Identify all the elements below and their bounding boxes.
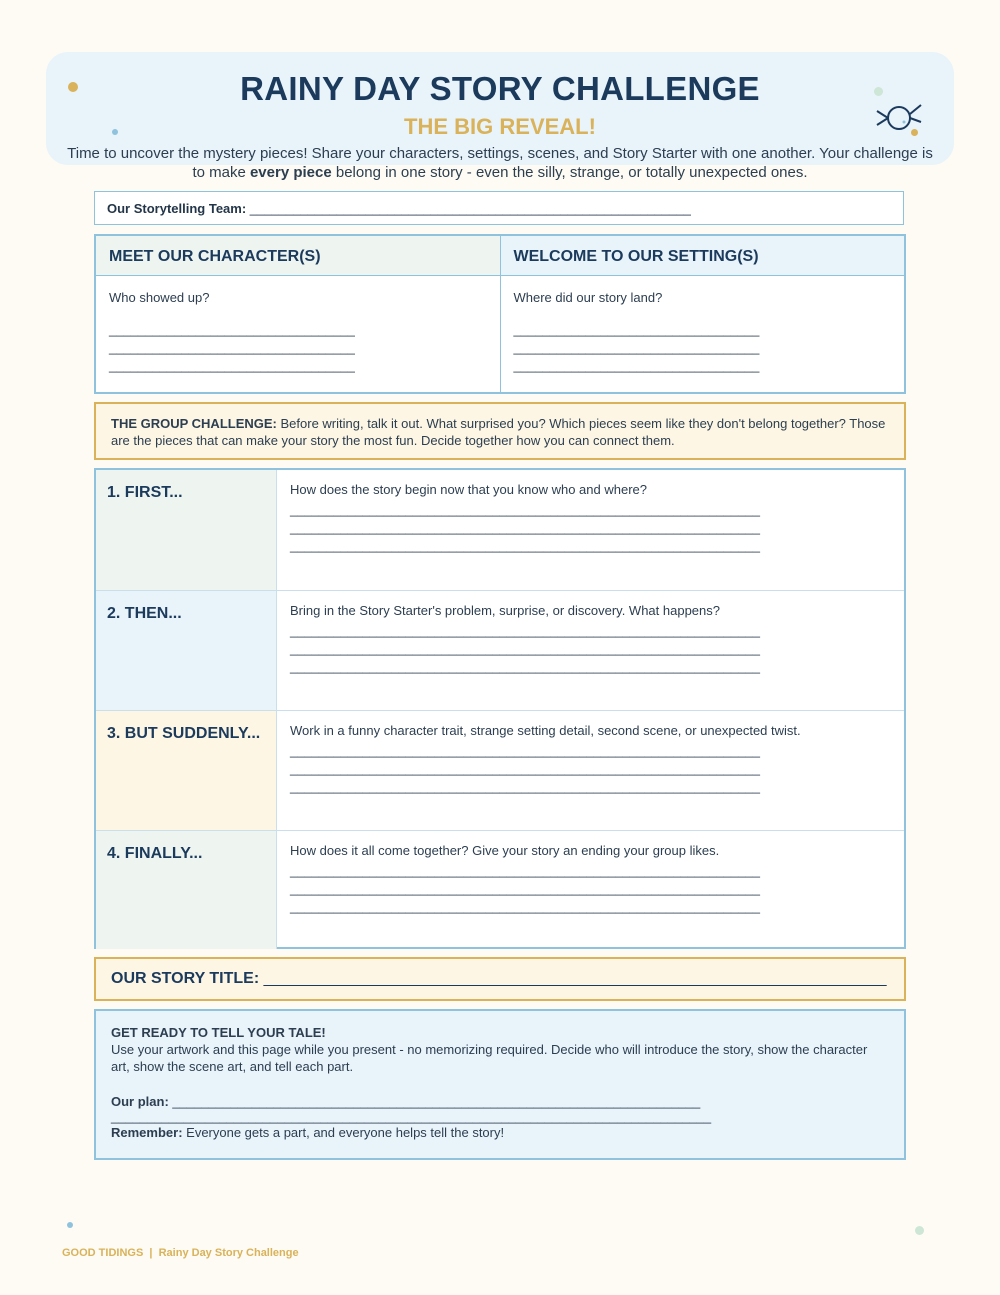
writing-line: _________________________________________________________________ xyxy=(290,881,760,896)
writing-line: _________________________________________________________________ xyxy=(290,899,760,914)
footer-title: Rainy Day Story Challenge xyxy=(158,1247,299,1259)
footer xyxy=(62,1247,299,1259)
writing-line: _________________________________________________________________ xyxy=(290,520,760,535)
writing-line: _________________________________________________________________ xyxy=(290,659,760,674)
plan-rule-2[interactable]: ___________________________________________________________________________________ xyxy=(111,1109,712,1124)
story-step-row xyxy=(96,830,904,949)
remember-note: Remember: Everyone gets a part, and everyone helps tell the story! xyxy=(111,1125,505,1140)
writing-line: __________________________________ xyxy=(513,340,760,355)
step-body[interactable] xyxy=(277,470,904,590)
plan-label: Our plan: xyxy=(111,1094,169,1109)
step-lines xyxy=(290,497,904,555)
step-prompt: How does the story begin now that you know who and where? xyxy=(290,482,647,497)
characters-settings-table xyxy=(94,234,906,394)
presentation-box xyxy=(94,1009,906,1160)
characters-lines[interactable] xyxy=(96,305,500,375)
writing-line: _________________________________________________________________ xyxy=(290,863,760,878)
plan-field[interactable] xyxy=(111,1093,889,1110)
team-rule: _____________________________________________________________ xyxy=(249,201,691,216)
characters-column xyxy=(96,236,500,392)
step-body[interactable] xyxy=(277,591,904,710)
writing-line: _________________________________________________________________ xyxy=(290,779,760,794)
writing-line: __________________________________ xyxy=(513,358,760,373)
writing-line: _________________________________________________________________ xyxy=(290,502,760,517)
step-lines xyxy=(290,738,904,796)
step-label: 4. FINALLY... xyxy=(96,831,277,949)
footer-brand: GOOD TIDINGS xyxy=(62,1247,144,1259)
story-step-row xyxy=(96,590,904,710)
step-prompt: Bring in the Story Starter's problem, surprise, or discovery. What happens? xyxy=(290,603,720,618)
settings-heading: WELCOME TO OUR SETTING(S) xyxy=(501,236,905,276)
step-label: 2. THEN... xyxy=(96,591,277,710)
step-lines xyxy=(290,618,904,676)
group-challenge-box xyxy=(94,402,906,460)
settings-lines[interactable] xyxy=(501,305,905,375)
step-body[interactable] xyxy=(277,711,904,830)
writing-line: __________________________________ xyxy=(109,358,355,373)
writing-line: __________________________________ xyxy=(513,322,760,337)
story-step-row xyxy=(96,470,904,590)
step-body[interactable] xyxy=(277,831,904,949)
challenge-label: THE GROUP CHALLENGE: xyxy=(111,416,277,431)
page-title: RAINY DAY STORY CHALLENGE xyxy=(240,70,760,107)
step-prompt: How does it all come together? Give your story an ending your group likes. xyxy=(290,843,720,858)
step-lines xyxy=(290,858,904,916)
intro-text: Time to uncover the mystery pieces! Share your characters, settings, scenes, and Story Starter with one another. Your challenge is to make every piece belong in one story - even the silly, strange, or totally unexpected ones. xyxy=(67,145,933,181)
step-label: 3. BUT SUDDENLY... xyxy=(96,711,277,830)
ready-heading: GET READY TO TELL YOUR TALE! xyxy=(111,1025,326,1040)
challenge-text: Before writing, talk it out. What surprised you? Which pieces seem like they don't belong together? Those are the pieces that can make your story the most fun. Decide together how you can connect them. xyxy=(111,416,886,448)
writing-line: __________________________________ xyxy=(109,340,355,355)
story-title-field[interactable] xyxy=(94,957,906,1001)
writing-line: _________________________________________________________________ xyxy=(290,623,760,638)
story-title-label: OUR STORY TITLE: xyxy=(111,970,260,987)
story-steps-table xyxy=(94,468,906,949)
story-step-row xyxy=(96,710,904,830)
team-label: Our Storytelling Team: xyxy=(107,201,247,216)
footer-separator: | xyxy=(149,1247,153,1259)
settings-column xyxy=(500,236,905,392)
step-label: 1. FIRST... xyxy=(96,470,277,590)
decorative-dot xyxy=(67,1222,73,1228)
plan-rule: _________________________________________________________________________ xyxy=(172,1094,701,1109)
writing-line: _________________________________________________________________ xyxy=(290,743,760,758)
writing-line: _________________________________________________________________ xyxy=(290,538,760,553)
characters-heading: MEET OUR CHARACTER(S) xyxy=(96,236,500,276)
page-subtitle: THE BIG REVEAL! xyxy=(404,114,596,139)
ready-text: Use your artwork and this page while you present - no memorizing required. Decide who will introduce the story, show the character art, show the scene art, and tell each part. xyxy=(111,1042,868,1074)
writing-line: _________________________________________________________________ xyxy=(290,761,760,776)
decorative-dot xyxy=(915,1226,924,1235)
writing-line: _________________________________________________________________ xyxy=(290,641,760,656)
writing-line: __________________________________ xyxy=(109,322,355,337)
team-field[interactable] xyxy=(94,191,904,225)
settings-prompt: Where did our story land? xyxy=(513,290,663,305)
story-title-rule: ______________________________________________________________________ xyxy=(263,970,887,987)
characters-prompt: Who showed up? xyxy=(109,290,210,305)
step-prompt: Work in a funny character trait, strange setting detail, second scene, or unexpected twist. xyxy=(290,723,801,738)
